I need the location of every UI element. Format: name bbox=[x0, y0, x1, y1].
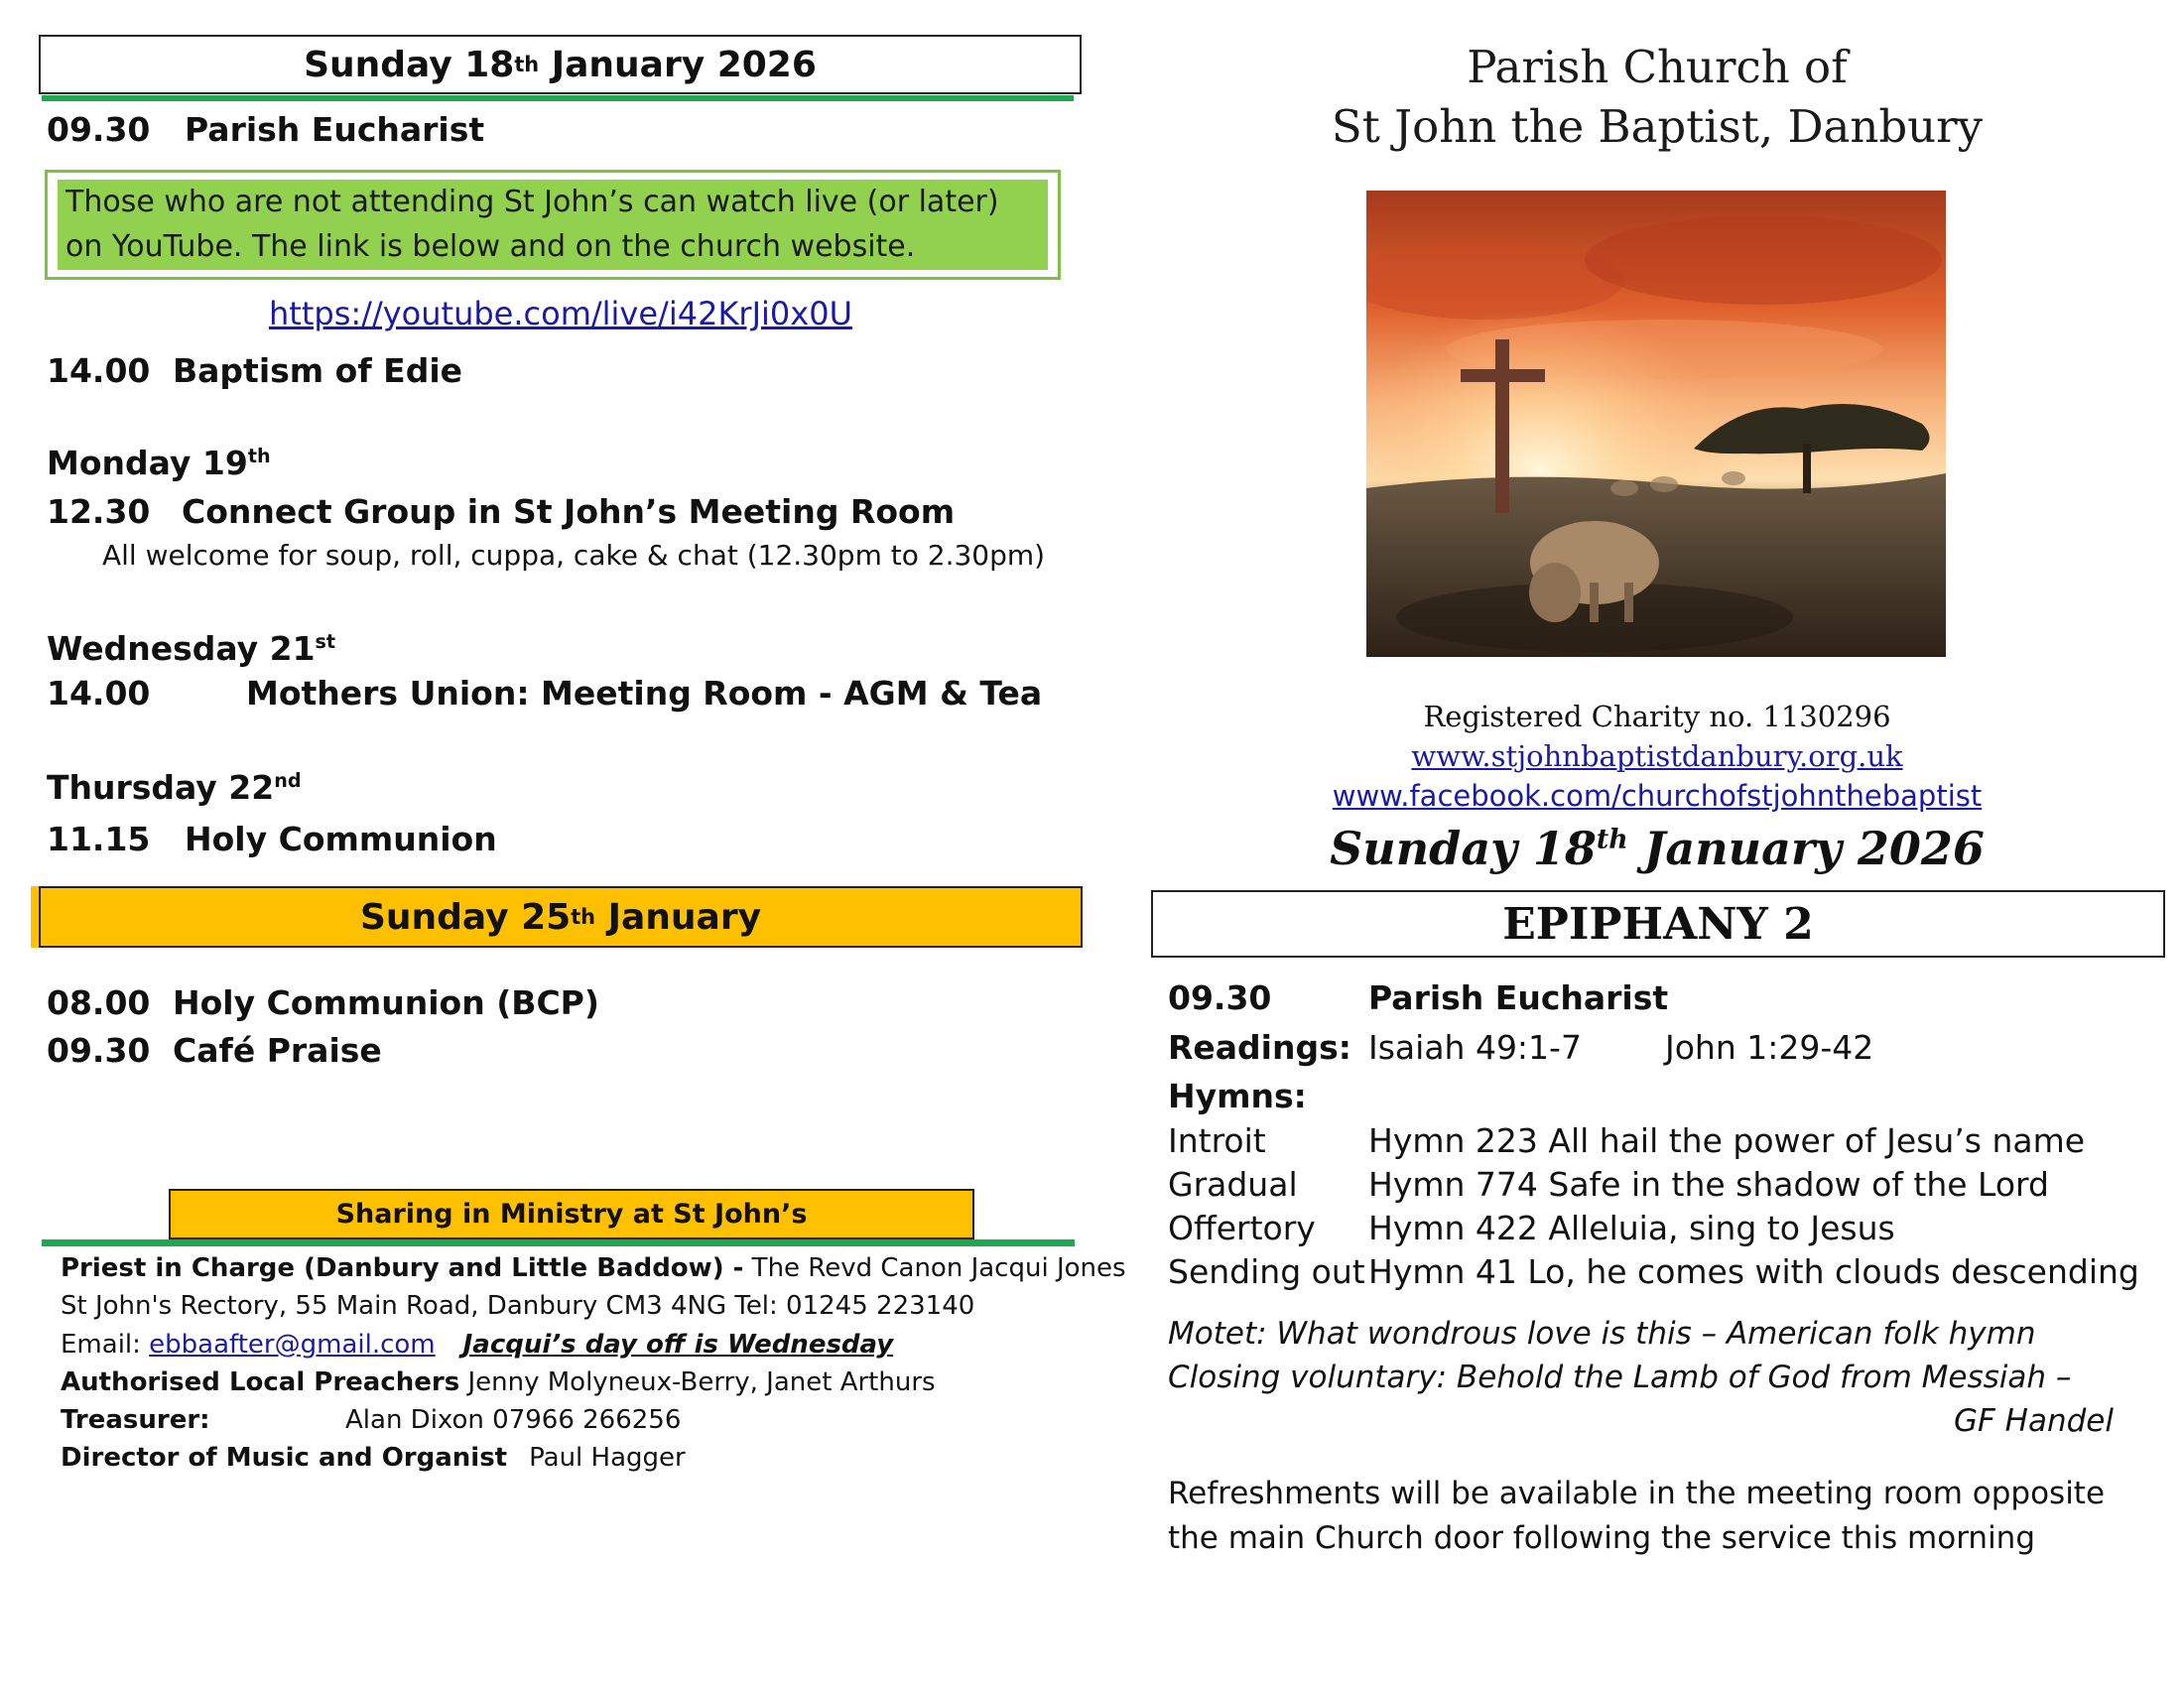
service-baptism bbox=[47, 351, 462, 390]
event-holy-communion bbox=[47, 820, 497, 858]
church-title-line1: Parish Church of bbox=[1467, 41, 1848, 93]
preachers-names: Jenny Molyneux-Berry, Janet Arthurs bbox=[459, 1367, 936, 1397]
youtube-link[interactable]: https://youtube.com/live/i42KrJi0x0U bbox=[269, 295, 852, 332]
date-rest: January 2026 bbox=[1627, 822, 1985, 875]
connect-group-note: All welcome for soup, roll, cuppa, cake & chat (12.30pm to 2.30pm) bbox=[102, 539, 1046, 572]
voluntary-line: Closing voluntary: Behold the Lamb of God from Messiah – bbox=[1168, 1360, 2072, 1395]
header-day: Sunday 18 bbox=[304, 44, 515, 85]
service-parish-eucharist bbox=[47, 110, 484, 149]
hymn-label: Gradual bbox=[1168, 1165, 1298, 1204]
event-title: Holy Communion bbox=[185, 820, 497, 858]
preachers-line bbox=[61, 1367, 936, 1397]
date-sup: th bbox=[1596, 824, 1628, 855]
hymn-label: Offertory bbox=[1168, 1209, 1316, 1247]
event-time: 14.00 bbox=[47, 674, 151, 713]
website-link[interactable]: www.stjohnbaptistdanbury.org.uk bbox=[1411, 739, 1903, 773]
email-line bbox=[61, 1330, 893, 1360]
charity-block bbox=[1240, 697, 2074, 816]
service-title: Parish Eucharist bbox=[1368, 978, 1669, 1017]
ministry-heading: Sharing in Ministry at St John’s bbox=[169, 1189, 974, 1239]
day-sup: st bbox=[315, 630, 336, 653]
day-label: Thursday 22 bbox=[47, 768, 275, 807]
email-label: Email: bbox=[61, 1330, 150, 1360]
day-label: Monday 19 bbox=[47, 444, 248, 482]
music-line bbox=[61, 1443, 686, 1473]
reading-2: John 1:29-42 bbox=[1665, 1028, 1874, 1067]
day-wednesday bbox=[47, 629, 335, 668]
readings-label: Readings: bbox=[1168, 1028, 1351, 1067]
event-title: Mothers Union: Meeting Room - AGM & Tea bbox=[246, 674, 1043, 713]
event-time: 12.30 bbox=[47, 492, 151, 531]
service-title: Parish Eucharist bbox=[185, 110, 485, 149]
service-line bbox=[1168, 978, 2061, 1022]
green-divider bbox=[42, 95, 1074, 101]
church-title bbox=[1240, 38, 2074, 157]
day-label: Wednesday 21 bbox=[47, 629, 316, 668]
preachers-label: Authorised Local Preachers bbox=[61, 1367, 460, 1397]
header-sunday-25: Sunday 25 th January bbox=[39, 886, 1083, 948]
hymn-value: Hymn 422 Alleluia, sing to Jesus bbox=[1368, 1209, 1895, 1247]
facebook-link[interactable]: www.facebook.com/churchofstjohnthebaptist bbox=[1332, 779, 1983, 813]
voluntary-composer: GF Handel bbox=[1953, 1403, 2114, 1439]
day-thursday bbox=[47, 768, 302, 807]
reading-1: Isaiah 49:1-7 bbox=[1368, 1028, 1582, 1067]
event-mothers-union bbox=[47, 674, 1042, 713]
next-service-2 bbox=[47, 1031, 382, 1070]
refreshments-note: Refreshments will be available in the meeting room opposite the main Church door following the service this morning bbox=[1168, 1476, 2106, 1556]
feast-title: EPIPHANY 2 bbox=[1151, 890, 2165, 958]
event-time: 11.15 bbox=[47, 820, 151, 858]
sunday-date-title bbox=[1240, 822, 2074, 875]
email-link[interactable]: ebbaafter@gmail.com bbox=[149, 1330, 436, 1360]
priest-name: The Revd Canon Jacqui Jones bbox=[743, 1253, 1126, 1283]
service-title: Baptism of Edie bbox=[173, 351, 463, 390]
day-sup: nd bbox=[274, 769, 302, 792]
hymn-label: Sending out bbox=[1168, 1252, 1365, 1291]
hymn-row bbox=[1168, 1252, 2139, 1296]
rectory-address: St John's Rectory, 55 Main Road, Danbury CM3 4NG Tel: 01245 223140 bbox=[61, 1291, 975, 1321]
hymn-value: Hymn 223 All hail the power of Jesu’s name bbox=[1368, 1121, 2086, 1160]
church-title-line2: St John the Baptist, Danbury bbox=[1331, 100, 1984, 153]
header-rest: January 2026 bbox=[539, 44, 817, 85]
cross-sunset-image bbox=[1366, 191, 1946, 657]
treasurer-label: Treasurer: bbox=[61, 1405, 210, 1435]
hymn-value: Hymn 774 Safe in the shadow of the Lord bbox=[1368, 1165, 2049, 1204]
treasurer-line bbox=[61, 1405, 681, 1435]
next-service-1 bbox=[47, 983, 599, 1022]
header-sunday-18: Sunday 18 th January 2026 bbox=[39, 35, 1082, 94]
music-name: Paul Hagger bbox=[529, 1443, 686, 1473]
motet-line: Motet: What wondrous love is this – American folk hymn bbox=[1168, 1316, 2036, 1352]
service-time: 09.30 bbox=[47, 110, 151, 149]
event-connect-group bbox=[47, 492, 955, 531]
priest-label: Priest in Charge (Danbury and Little Baddow) - bbox=[61, 1253, 744, 1283]
service-time: 09.30 bbox=[1168, 978, 1272, 1017]
service-title: Holy Communion (BCP) bbox=[173, 983, 599, 1022]
hymn-row bbox=[1168, 1121, 2086, 1165]
green-divider bbox=[42, 1239, 1075, 1246]
youtube-notice-text: Those who are not attending St John’s can watch live (or later) on YouTube. The link is below and on the church website. bbox=[58, 180, 1048, 270]
event-title: Connect Group in St John’s Meeting Room bbox=[182, 492, 956, 531]
day-off-note: Jacqui’s day off is Wednesday bbox=[462, 1330, 894, 1360]
priest-line bbox=[61, 1253, 1126, 1283]
hymn-row bbox=[1168, 1209, 2061, 1252]
service-time: 14.00 bbox=[47, 351, 151, 390]
charity-number: Registered Charity no. 1130296 bbox=[1423, 700, 1891, 733]
youtube-notice bbox=[45, 170, 1061, 280]
hymn-label: Introit bbox=[1168, 1121, 1266, 1160]
header-day: Sunday 25 bbox=[359, 896, 572, 938]
date-day: Sunday 18 bbox=[1330, 822, 1597, 875]
day-sup: th bbox=[247, 445, 271, 467]
day-monday bbox=[47, 444, 271, 482]
header-rest: January bbox=[595, 896, 762, 938]
music-label: Director of Music and Organist bbox=[61, 1443, 508, 1473]
service-time: 09.30 bbox=[47, 1031, 151, 1070]
readings-line bbox=[1168, 1028, 2061, 1072]
treasurer-name: Alan Dixon 07966 266256 bbox=[345, 1405, 682, 1435]
hymns-label: Hymns: bbox=[1168, 1077, 1307, 1115]
hymn-row bbox=[1168, 1165, 2061, 1209]
service-title: Café Praise bbox=[173, 1031, 382, 1070]
hymn-value: Hymn 41 Lo, he comes with clouds descending bbox=[1368, 1252, 2139, 1291]
youtube-link-row bbox=[0, 295, 1121, 332]
service-time: 08.00 bbox=[47, 983, 151, 1022]
